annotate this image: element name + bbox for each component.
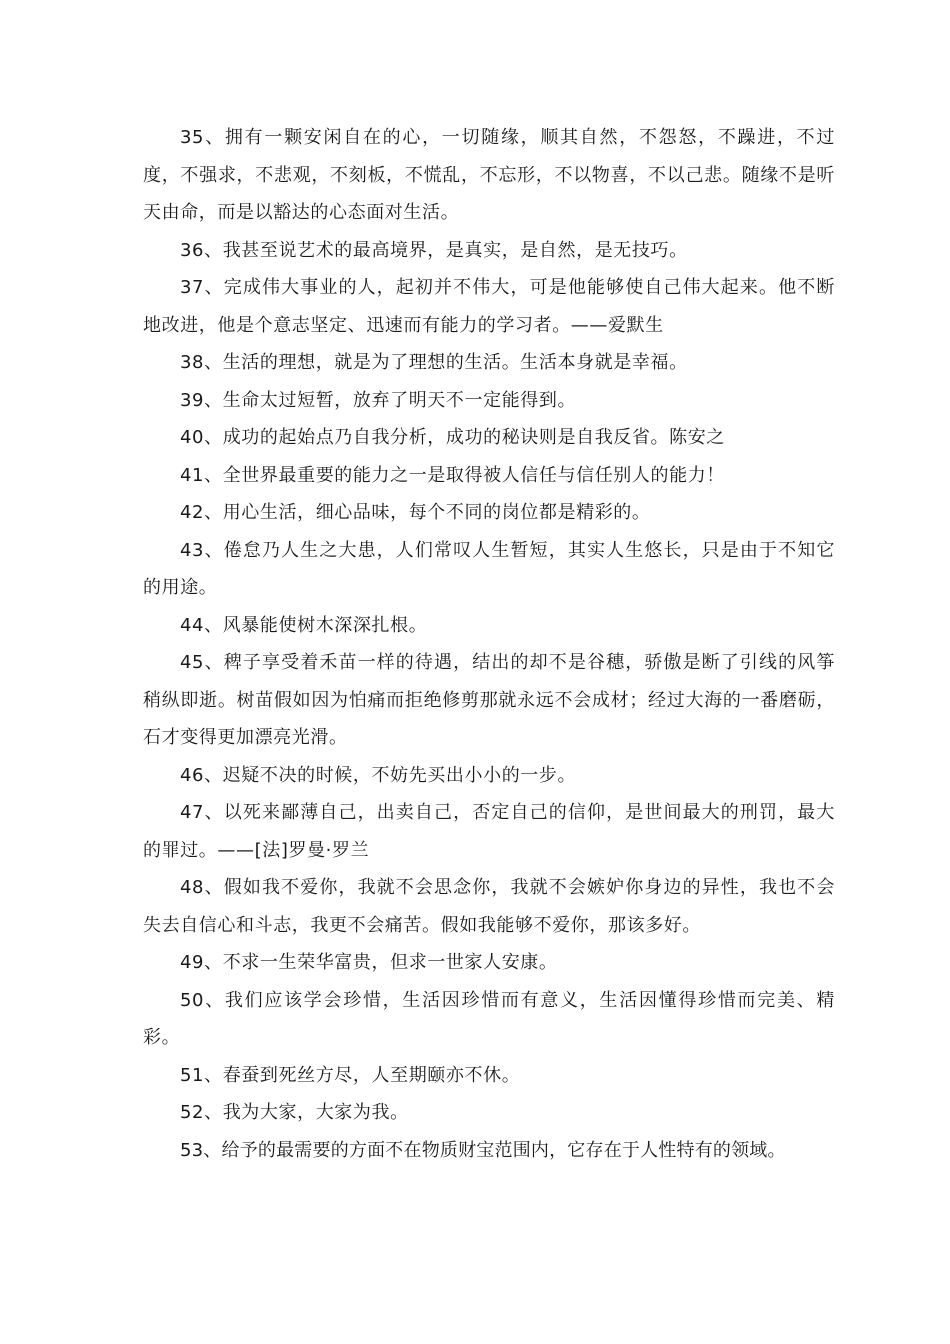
quote-paragraph-35: 35、拥有一颗安闲自在的心，一切随缘，顺其自然，不怨怒，不躁进，不过度，不强求，不悲观，不刻板，不慌乱，不忘形，不以物喜，不以己悲。随缘不是听天由命，而是以豁达的心态面对生活。 xyxy=(143,127,835,223)
quote-paragraph-49: 49、不求一生荣华富贵，但求一世家人安康。 xyxy=(180,952,558,973)
document-body xyxy=(143,119,835,1169)
quote-paragraph-51: 51、春蚕到死丝方尽，人至期颐亦不休。 xyxy=(180,1064,521,1086)
quote-paragraph-36: 36、我甚至说艺术的最高境界，是真实，是自然，是无技巧。 xyxy=(180,239,688,261)
quote-paragraph-37: 37、完成伟大事业的人，起初并不伟大，可是他能够使自己伟大起来。他不断地改进，他是个意志坚定、迅速而有能力的学习者。——爱默生 xyxy=(143,277,835,336)
quote-paragraph-39: 39、生命太过短暂，放弃了明天不一定能得到。 xyxy=(180,389,577,411)
quote-paragraph-52: 52、我为大家，大家为我。 xyxy=(180,1102,409,1123)
quote-paragraph-46: 46、迟疑不决的时候，不妨先买出小小的一步。 xyxy=(180,764,577,786)
quote-paragraph-42: 42、用心生活，细心品味，每个不同的岗位都是精彩的。 xyxy=(180,502,651,523)
quote-paragraph-38: 38、生活的理想，就是为了理想的生活。生活本身就是幸福。 xyxy=(180,352,688,373)
quote-paragraph-44: 44、风暴能使树木深深扎根。 xyxy=(180,614,428,636)
quote-paragraph-41: 41、全世界最重要的能力之一是取得被人信任与信任别人的能力！ xyxy=(180,464,725,486)
quote-paragraph-50: 50、我们应该学会珍惜，生活因珍惜而有意义，生活因懂得珍惜而完美、精彩。 xyxy=(143,989,835,1048)
quote-paragraph-53: 53、给予的最需要的方面不在物质财宝范围内，它存在于人性特有的领域。 xyxy=(180,1139,786,1161)
quote-paragraph-43: 43、倦怠乃人生之大患，人们常叹人生暂短，其实人生悠长，只是由于不知它的用途。 xyxy=(143,539,835,598)
quote-paragraph-47: 47、以死来鄙薄自己，出卖自己，否定自己的信仰，是世间最大的刑罚，最大的罪过。——[法]罗曼·罗兰 xyxy=(143,802,835,861)
quote-paragraph-48: 48、假如我不爱你，我就不会思念你，我就不会嫉妒你身边的异性，我也不会失去自信心和斗志，我更不会痛苦。假如我能够不爱你，那该多好。 xyxy=(143,877,835,936)
quote-paragraph-40: 40、成功的起始点乃自我分析，成功的秘诀则是自我反省。陈安之 xyxy=(180,427,725,448)
quote-paragraph-45: 45、稗子享受着禾苗一样的待遇，结出的却不是谷穗，骄傲是断了引线的风筝稍纵即逝。树苗假如因为怕痛而拒绝修剪那就永远不会成材；经过大海的一番磨砺，石才变得更加漂亮光滑。 xyxy=(143,652,835,748)
